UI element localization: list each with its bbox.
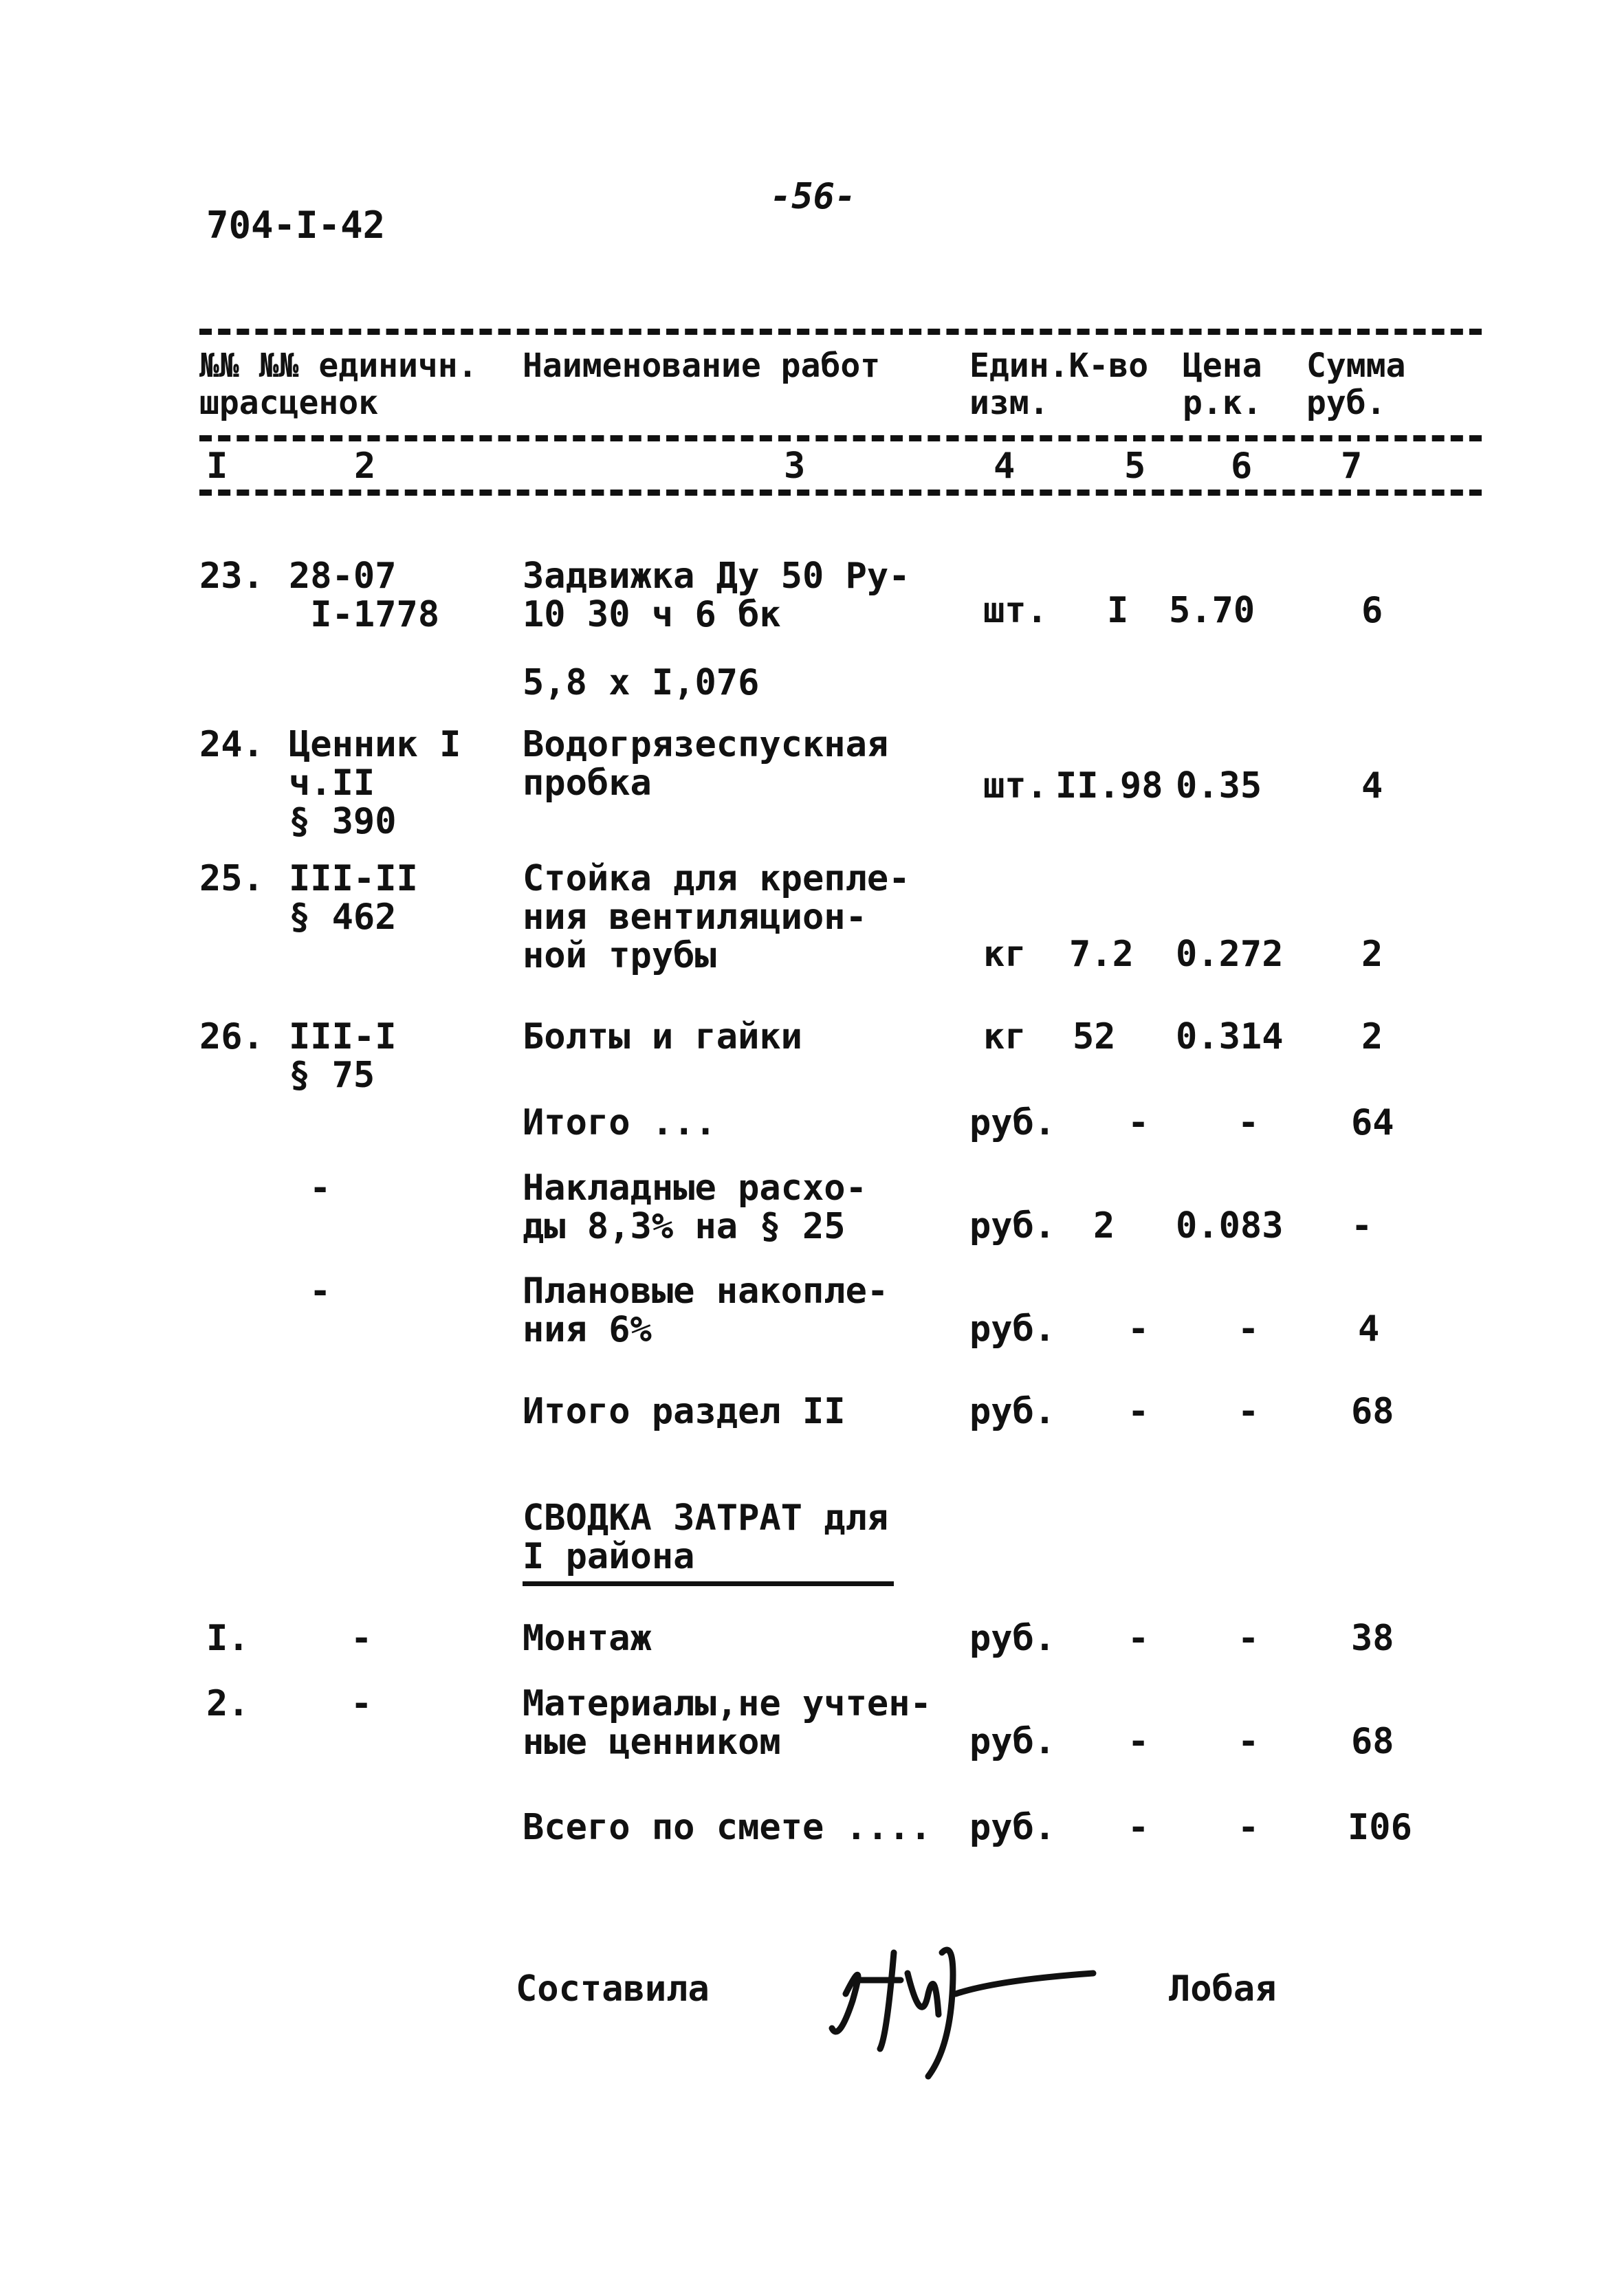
row-price: 0.314 bbox=[1176, 1016, 1284, 1057]
col-num-1: I bbox=[206, 446, 228, 487]
row-qty: - bbox=[1128, 1721, 1150, 1762]
row-unit: руб. bbox=[969, 1807, 1056, 1848]
row-number: 26. bbox=[199, 1016, 264, 1057]
row-name: Болты и гайки bbox=[523, 1016, 802, 1057]
row-unit: руб. bbox=[969, 1308, 1056, 1350]
row-price: - bbox=[1238, 1721, 1260, 1762]
row-unit: руб. bbox=[969, 1391, 1056, 1432]
row-name: Плановые накопле- ния 6% bbox=[523, 1271, 889, 1350]
row-name: Накладные расхо- ды 8,3% на § 25 bbox=[523, 1167, 867, 1247]
row-sum: 6 bbox=[1361, 590, 1383, 631]
header-top-dash bbox=[199, 329, 1482, 335]
row-qty: II.98 bbox=[1055, 765, 1163, 806]
header-mid-dash bbox=[199, 435, 1482, 441]
row-name: Всего по смете .... bbox=[523, 1807, 932, 1848]
row-number: 25. bbox=[199, 858, 264, 899]
row-unit: шт. bbox=[983, 765, 1048, 806]
row-name: Задвижка Ду 50 Ру- 10 30 ч 6 бк bbox=[523, 556, 910, 635]
row-price: 0.35 bbox=[1176, 765, 1262, 806]
col-num-4: 4 bbox=[994, 446, 1016, 487]
row-name: Итого раздел II bbox=[523, 1391, 846, 1432]
row-unit: кг bbox=[983, 934, 1027, 975]
row-unit: руб. bbox=[969, 1205, 1056, 1247]
composed-by-label: Составила bbox=[516, 1968, 710, 2010]
row-unit: кг bbox=[983, 1016, 1027, 1057]
row-name: Стойка для крепле- ния вентиляцион- ной трубы bbox=[523, 858, 910, 976]
row-qty: - bbox=[1128, 1618, 1150, 1659]
row-sum: 68 bbox=[1351, 1391, 1394, 1432]
row-name: Монтаж bbox=[523, 1618, 652, 1659]
col-num-3: 3 bbox=[784, 446, 806, 487]
row-qty: - bbox=[1128, 1391, 1150, 1432]
row-qty: - bbox=[1128, 1807, 1150, 1848]
row-name: Материалы,не учтен- ные ценником bbox=[523, 1683, 932, 1763]
row-code: - bbox=[309, 1271, 331, 1312]
row-qty: I bbox=[1107, 590, 1129, 631]
signature bbox=[818, 1911, 1107, 2090]
row-code: - bbox=[351, 1683, 373, 1724]
summary-title-underline bbox=[523, 1581, 894, 1586]
row-unit: руб. bbox=[969, 1102, 1056, 1143]
row-number: 23. bbox=[199, 556, 264, 597]
row-unit: руб. bbox=[969, 1618, 1056, 1659]
row-price: 0.083 bbox=[1176, 1205, 1284, 1247]
row-sum: 2 bbox=[1361, 1016, 1383, 1057]
header-col-unit-qty: Един.К-во изм. bbox=[969, 347, 1149, 422]
row-code: III-II § 462 bbox=[289, 858, 418, 938]
header-col-name: Наименование работ bbox=[523, 347, 881, 385]
header-col-price: Цена р.к. bbox=[1183, 347, 1262, 422]
row-sum: 68 bbox=[1351, 1721, 1394, 1762]
row-price: - bbox=[1238, 1391, 1260, 1432]
row-sum: 2 bbox=[1361, 934, 1383, 975]
row-qty: - bbox=[1128, 1308, 1150, 1350]
col-num-7: 7 bbox=[1341, 446, 1363, 487]
row-price: 0.272 bbox=[1176, 934, 1284, 975]
row-sum: - bbox=[1351, 1205, 1373, 1247]
header-bottom-dash bbox=[199, 490, 1482, 496]
row-price: - bbox=[1238, 1618, 1260, 1659]
row-sum: 64 bbox=[1351, 1102, 1394, 1143]
row-code: - bbox=[351, 1618, 373, 1659]
col-num-2: 2 bbox=[354, 446, 376, 487]
row-code: Ценник I ч.II § 390 bbox=[289, 724, 461, 842]
row-number: I. bbox=[206, 1618, 250, 1659]
row-price: - bbox=[1238, 1102, 1260, 1143]
header-col-sum: Сумма руб. bbox=[1306, 347, 1406, 422]
row-number: 2. bbox=[206, 1683, 250, 1724]
summary-title: СВОДКА ЗАТРАТ для I района bbox=[523, 1497, 889, 1577]
row-qty: 7.2 bbox=[1069, 934, 1134, 975]
row-code: 28-07 I-1778 bbox=[289, 556, 440, 635]
row-number: 24. bbox=[199, 724, 264, 765]
page-number: -56- bbox=[770, 176, 857, 217]
row-sum: 4 bbox=[1361, 765, 1383, 806]
calculation-note: 5,8 x I,076 bbox=[523, 662, 760, 703]
row-code: III-I § 75 bbox=[289, 1016, 397, 1096]
col-num-5: 5 bbox=[1124, 446, 1146, 487]
row-sum: 4 bbox=[1358, 1308, 1380, 1350]
header-col-codes: №№ №№ единичн. шрасценок bbox=[199, 347, 478, 422]
row-unit: шт. bbox=[983, 590, 1048, 631]
row-code: - bbox=[309, 1167, 331, 1209]
row-price: - bbox=[1238, 1308, 1260, 1350]
row-qty: 52 bbox=[1073, 1016, 1116, 1057]
row-qty: 2 bbox=[1093, 1205, 1115, 1247]
col-num-6: 6 bbox=[1231, 446, 1253, 487]
row-name: Водогрязеспускная пробка bbox=[523, 724, 889, 804]
row-sum: I06 bbox=[1348, 1807, 1412, 1848]
row-qty: - bbox=[1128, 1102, 1150, 1143]
row-price: - bbox=[1238, 1807, 1260, 1848]
row-price: 5.70 bbox=[1169, 590, 1255, 631]
row-name: Итого ... bbox=[523, 1102, 716, 1143]
signer-name: Лобая bbox=[1169, 1968, 1277, 2010]
document-code: 704-I-42 bbox=[206, 204, 386, 247]
row-sum: 38 bbox=[1351, 1618, 1394, 1659]
row-unit: руб. bbox=[969, 1721, 1056, 1762]
